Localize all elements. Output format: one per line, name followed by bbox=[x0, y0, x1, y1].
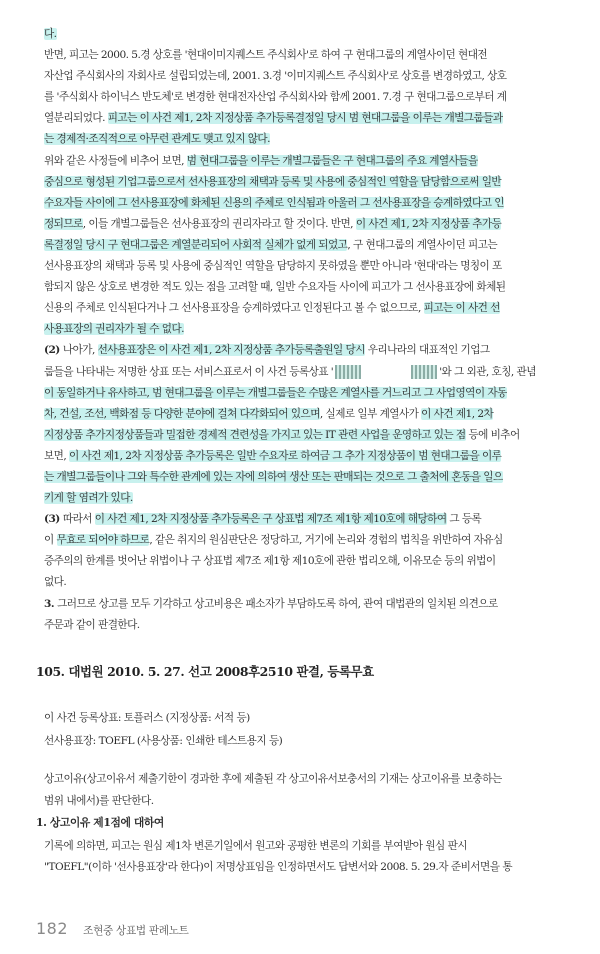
text-segment: 함되지 않은 상호로 변경한 적도 있는 점을 고려할 때, 일반 수요자들 사이에 피고가 그 선사용표장에 화체된 bbox=[44, 281, 506, 294]
text-segment: 신용의 주체로 인식된다거나 그 선사용표장을 승계하였다고 인정된다고 볼 수 없으므로, bbox=[44, 302, 424, 315]
body-line bbox=[44, 343, 584, 357]
page-footer bbox=[36, 919, 189, 938]
highlighted-text: 이 사건 제1, 2차 지정상품 추가등 bbox=[355, 217, 502, 230]
highlighted-text: 이 동일하거나 유사하고, 범 현대그룹을 이루는 개별그룹들은 수많은 계열사를 거느리고 그 사업영역이 자동 bbox=[44, 386, 507, 399]
body-line bbox=[44, 512, 584, 526]
text-segment: 열분리되었다. bbox=[44, 112, 108, 125]
highlighted-text: 록결정일 당시 구 현대그룹은 계열분리되어 사회적 실체가 없게 되었고 bbox=[44, 238, 348, 251]
judgment-body-text bbox=[44, 27, 584, 639]
page-number: 182 bbox=[36, 919, 69, 938]
prior-mark-line: 선사용표장: TOEFL (사용상품: 인쇄한 테스트용지 등) bbox=[44, 735, 283, 747]
body-line bbox=[44, 238, 584, 252]
body-line bbox=[44, 618, 584, 632]
section-body-line-1: 기록에 의하면, 피고는 원심 제1차 변론기일에서 원고와 공평한 변론의 기회를 부여받아 원심 판시 bbox=[44, 840, 468, 852]
body-line bbox=[44, 217, 584, 231]
highlighted-text: 정되므로 bbox=[44, 217, 83, 230]
body-line bbox=[44, 554, 584, 568]
highlighted-text: 는 개별그룹들이나 그와 특수한 관계에 있는 자에 의하여 생산 또는 판매되는 것으로 그 출처에 혼동을 일으 bbox=[44, 470, 503, 483]
highlighted-text: 중심으로 형성된 기업그룹으로서 선사용표장의 채택과 등록 및 사용에 중심적인 역할을 담당함으로써 일반 bbox=[44, 175, 502, 188]
text-segment: 를 '주식회사 하이닉스 반도체'로 변경한 현대전자산업 주식회사와 함께 2001. 7.경 구 현대그룹으로부터 계 bbox=[44, 91, 507, 104]
highlighted-text: 키게 할 염려가 있다. bbox=[44, 492, 133, 505]
text-segment: , 구 현대그룹의 계열사이던 피고는 bbox=[347, 238, 498, 251]
text-segment: 보면, bbox=[44, 449, 70, 462]
registered-mark-line: 이 사건 등록상표: 토플러스 (지정상품: 서적 등) bbox=[44, 712, 250, 724]
text-segment: (2) bbox=[44, 344, 63, 357]
body-line bbox=[44, 322, 584, 336]
text-segment: , 실제로 일부 계열사가 bbox=[319, 407, 422, 420]
text-segment: 증주의의 한계를 벗어난 위법이나 구 상표법 제7조 제1항 제10호에 관한 법리오해, 이유모순 등의 위법이 bbox=[44, 555, 496, 568]
text-segment: 룹들을 나타내는 저명한 상표 또는 서비스표로서 이 사건 등록상표 ' bbox=[44, 365, 334, 378]
highlighted-text: 피고는 이 사건 선 bbox=[423, 302, 500, 315]
text-segment: (3) bbox=[44, 513, 63, 526]
highlighted-text: 이 사건 제1, 2차 지정상품 추가등록은 일반 수요자로 하여금 그 추가 지정상품이 범 현대그룹을 이루 bbox=[69, 449, 502, 462]
highlighted-text: 이 사건 제1, 2차 bbox=[421, 407, 494, 420]
text-segment: 없다. bbox=[44, 576, 67, 589]
highlighted-text: 사용표장의 권리자가 될 수 없다. bbox=[44, 323, 184, 336]
text-segment: 등에 비추어 bbox=[465, 428, 520, 441]
body-line bbox=[44, 175, 584, 189]
section-body-line-2: "TOEFL"(이하 '선사용표장'라 한다)이 저명상표임을 인정하면서도 답변서와 2008. 5. 29.자 준비서면을 통 bbox=[44, 861, 513, 873]
scope-line-2: 범위 내에서)를 판단한다. bbox=[44, 795, 154, 807]
body-line bbox=[44, 90, 584, 104]
body-line bbox=[44, 449, 584, 463]
highlighted-text: 지정상품 추가지정상품들과 밀접한 경제적 견련성을 가지고 있는 IT 관련 사업을 운영하고 있는 점 bbox=[44, 428, 466, 441]
trademark-image-fragment bbox=[411, 365, 437, 379]
body-line bbox=[44, 48, 584, 62]
scope-line-1: 상고이유(상고이유서 제출기한이 경과한 후에 제출된 각 상고이유서보충서의 기재는 상고이유를 보충하는 bbox=[44, 773, 502, 785]
highlighted-text: 차, 건설, 조선, 백화점 등 다양한 분야에 걸쳐 다각화되어 있으며 bbox=[44, 407, 320, 420]
text-segment: 그러므로 상고를 모두 기각하고 상고비용은 패소자가 부담하도록 하여, 관여 대법관의 일치된 의견으로 bbox=[57, 597, 498, 610]
text-segment: 그 등록 bbox=[446, 513, 482, 526]
highlighted-text: 선사용표장은 이 사건 제1, 2차 지정상품 추가등록출원일 당시 bbox=[97, 344, 365, 357]
body-line bbox=[44, 196, 584, 210]
body-line bbox=[44, 597, 584, 611]
highlighted-text: 범 현대그룹을 이루는 개별그룹들은 구 현대그룹의 주요 계열사들을 bbox=[186, 154, 478, 167]
body-line bbox=[44, 132, 584, 146]
body-line bbox=[44, 428, 584, 442]
body-line bbox=[44, 470, 584, 484]
case-heading: 105. 대법원 2010. 5. 27. 선고 2008후2510 판결, 등록무효 bbox=[36, 664, 374, 679]
body-line bbox=[44, 365, 584, 379]
text-segment: 나아가, bbox=[62, 344, 98, 357]
highlighted-text: 이 사건 제1, 2차 지정상품 추가등록은 구 상표법 제7조 제1항 제10호에 해당하여 bbox=[94, 513, 447, 526]
text-segment: '와 그 외관, 호칭, 관념 bbox=[439, 365, 536, 378]
body-line bbox=[44, 27, 584, 41]
body-line bbox=[44, 407, 584, 421]
text-segment: 주문과 같이 판결한다. bbox=[44, 618, 140, 631]
body-line bbox=[44, 386, 584, 400]
text-segment: 선사용표장의 채택과 등록 및 사용에 중심적인 역할을 담당하지 못하였을 뿐만 아니라 '현대'라는 명칭이 포 bbox=[44, 260, 502, 273]
text-segment: 3. bbox=[44, 597, 58, 610]
body-line bbox=[44, 69, 584, 83]
text-segment: 따라서 bbox=[62, 513, 95, 526]
text-segment: 자산업 주식회사의 자회사로 설립되었는데, 2001. 3.경 '이미지퀘스트 주식회사'로 상호를 변경하였고, 상호 bbox=[44, 70, 507, 83]
book-title: 조현중 상표법 판례노트 bbox=[83, 925, 189, 937]
text-segment: 반면, 피고는 2000. 5.경 상호를 '현대이미지퀘스트 주식회사'로 하여 구 현대그룹의 계열사이던 현대전 bbox=[44, 49, 488, 62]
highlighted-text: 수요자들 사이에 그 선사용표장에 화체된 신용의 주체로 인식됨과 아울러 그 선사용표장을 승계하였다고 인 bbox=[44, 196, 504, 209]
text-segment: , 같은 취지의 원심판단은 정당하고, 거기에 논리와 경험의 법칙을 위반하여 자유심 bbox=[149, 534, 503, 547]
highlighted-text: 다. bbox=[44, 28, 57, 40]
body-line bbox=[44, 154, 584, 168]
text-segment: 우리나라의 대표적인 기업그 bbox=[364, 344, 490, 357]
trademark-image-fragment bbox=[335, 365, 361, 379]
body-line bbox=[44, 280, 584, 294]
text-segment: 위와 같은 사정들에 비추어 보면, bbox=[44, 154, 187, 167]
highlighted-text: 피고는 이 사건 제1, 2차 지정상품 추가등록결정일 당시 범 현대그룹을 이루는 개별그룹들과 bbox=[107, 112, 503, 125]
body-line bbox=[44, 111, 584, 125]
body-line bbox=[44, 259, 584, 273]
body-line bbox=[44, 533, 584, 547]
body-line bbox=[44, 301, 584, 315]
text-segment: 이 bbox=[44, 534, 57, 547]
body-line bbox=[44, 575, 584, 589]
highlighted-text: 는 경제적·조직적으로 아무런 관계도 맺고 있지 않다. bbox=[44, 133, 270, 146]
body-line bbox=[44, 491, 584, 505]
text-segment: , 이들 개별그룹들은 선사용표장의 권리자라고 할 것이다. 반면, bbox=[82, 217, 356, 230]
section-heading: 1. 상고이유 제1점에 대하여 bbox=[36, 816, 164, 829]
highlighted-text: 무효로 되어야 하므로 bbox=[56, 534, 150, 547]
